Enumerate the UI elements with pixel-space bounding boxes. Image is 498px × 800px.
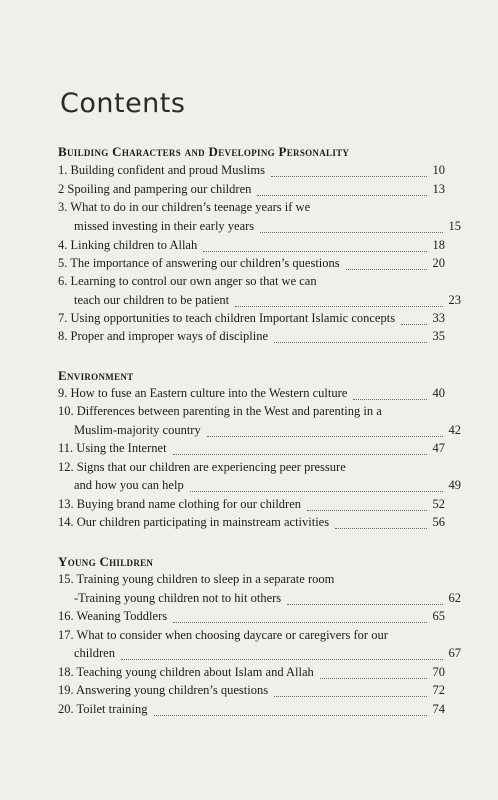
page-number: 18	[432, 238, 445, 252]
toc-entry-4[interactable]: 4. Linking children to Allah 18	[58, 238, 445, 252]
section-heading-environment: Environment	[58, 368, 134, 383]
page-number: 65	[432, 609, 445, 623]
toc-entry-17[interactable]: 17. What to consider when choosing daycare or caregivers for our	[58, 628, 388, 642]
toc-entry-18[interactable]: 18. Teaching young children about Islam and Allah 70	[58, 665, 445, 679]
page-number: 56	[432, 515, 445, 529]
page-number: 52	[432, 497, 445, 511]
toc-entry-2[interactable]: 2 Spoiling and pampering our children 13	[58, 182, 445, 196]
toc-entry-13[interactable]: 13. Buying brand name clothing for our children 52	[58, 497, 445, 511]
toc-entry-11[interactable]: 11. Using the Internet 47	[58, 441, 445, 455]
page-title: Contents	[60, 88, 186, 119]
page-number: 13	[432, 182, 445, 196]
toc-entry-5[interactable]: 5. The importance of answering our children’s questions 20	[58, 256, 445, 270]
page-number: 20	[432, 256, 445, 270]
toc-entry-6[interactable]: 6. Learning to control our own anger so that we can	[58, 274, 317, 288]
page-number: 40	[432, 386, 445, 400]
page-number: 67	[448, 646, 461, 660]
toc-entry-15[interactable]: 15. Training young children to sleep in a separate room	[58, 572, 335, 586]
toc-entry-12-cont[interactable]: and how you can help 49	[74, 478, 461, 492]
toc-entry-9[interactable]: 9. How to fuse an Eastern culture into the Western culture 40	[58, 386, 445, 400]
toc-entry-15-cont[interactable]: -Training young children not to hit others 62	[74, 591, 461, 605]
toc-entry-17-cont[interactable]: children 67	[74, 646, 461, 660]
toc-entry-6-cont[interactable]: teach our children to be patient 23	[74, 293, 461, 307]
toc-entry-10-cont[interactable]: Muslim-majority country 42	[74, 423, 461, 437]
section-heading-building-characters: Building Characters and Developing Personality	[58, 144, 350, 159]
page-number: 10	[432, 163, 445, 177]
toc-entry-20[interactable]: 20. Toilet training 74	[58, 702, 445, 716]
toc-entry-3[interactable]: 3. What to do in our children’s teenage years if we	[58, 200, 311, 214]
page-number: 15	[448, 219, 461, 233]
toc-entry-19[interactable]: 19. Answering young children’s questions 72	[58, 683, 445, 697]
page-number: 49	[448, 478, 461, 492]
page-number: 47	[432, 441, 445, 455]
toc-entry-10[interactable]: 10. Differences between parenting in the West and parenting in a	[58, 404, 382, 418]
page-number: 72	[432, 683, 445, 697]
toc-entry-16[interactable]: 16. Weaning Toddlers 65	[58, 609, 445, 623]
page-number: 35	[432, 329, 445, 343]
toc-entry-7[interactable]: 7. Using opportunities to teach children Important Islamic concepts 33	[58, 311, 445, 325]
page-number: 62	[448, 591, 461, 605]
toc-entry-8[interactable]: 8. Proper and improper ways of discipline 35	[58, 329, 445, 343]
page-number: 42	[448, 423, 461, 437]
toc-entry-1[interactable]: 1. Building confident and proud Muslims 10	[58, 163, 445, 177]
section-heading-young-children: Young Children	[58, 554, 154, 569]
page-number: 74	[432, 702, 445, 716]
toc-entry-12[interactable]: 12. Signs that our children are experiencing peer pressure	[58, 460, 346, 474]
toc-entry-3-cont[interactable]: missed investing in their early years 15	[74, 219, 461, 233]
page-number: 70	[432, 665, 445, 679]
toc-entry-14[interactable]: 14. Our children participating in mainstream activities 56	[58, 515, 445, 529]
page-number: 33	[432, 311, 445, 325]
page-number: 23	[448, 293, 461, 307]
